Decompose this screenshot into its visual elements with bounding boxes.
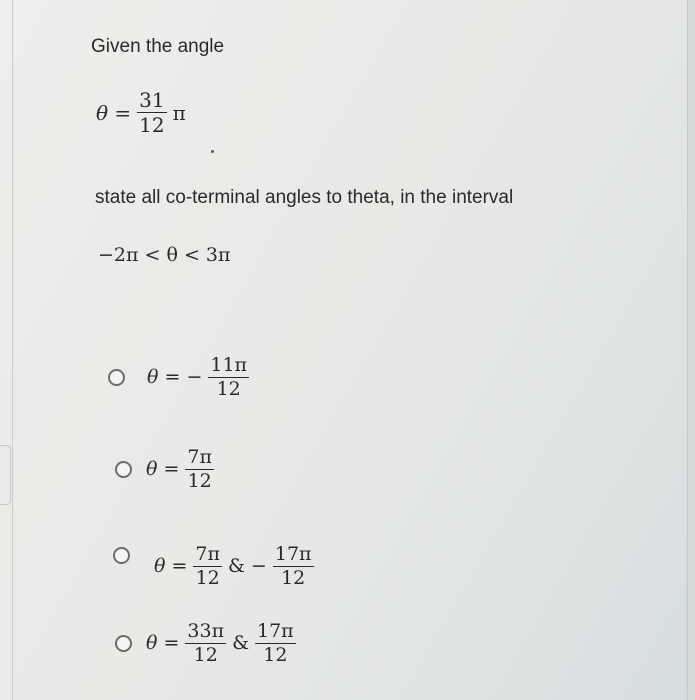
radio-button[interactable] <box>113 547 130 564</box>
scrollbar[interactable] <box>687 0 695 700</box>
left-border-line <box>12 0 13 700</box>
option-numerator: 17π <box>257 620 294 642</box>
option-numerator: 17π <box>274 543 312 565</box>
option-denominator: 12 <box>281 566 306 589</box>
answer-option-2[interactable] <box>115 447 214 492</box>
option-fraction-first <box>185 621 226 666</box>
question-instruction: state all co-terminal angles to theta, in the interval <box>95 187 514 208</box>
option-expression <box>146 621 296 666</box>
option-fraction-second <box>273 544 314 589</box>
option-joiner: & <box>232 632 249 655</box>
option-fraction <box>208 355 249 400</box>
option-expression <box>154 544 314 589</box>
answer-option-3[interactable] <box>113 534 314 589</box>
option-numerator: 7π <box>195 543 220 565</box>
given-angle-equation <box>96 89 186 136</box>
side-panel-handle[interactable] <box>0 445 11 505</box>
given-numerator: 31 <box>139 88 165 112</box>
option-denominator: 12 <box>193 643 218 666</box>
answer-option-4[interactable] <box>115 621 296 666</box>
option-denominator: 12 <box>216 377 241 400</box>
option-fraction-first <box>193 544 222 589</box>
given-lhs: θ = <box>96 100 132 125</box>
option-denominator: 12 <box>263 643 288 666</box>
option-numerator: 33π <box>187 620 225 642</box>
option-lhs: θ = <box>154 555 188 578</box>
option-expression <box>146 447 214 492</box>
option-denominator: 12 <box>187 469 212 492</box>
given-fraction <box>137 89 166 136</box>
option-numerator: 7π <box>187 446 212 468</box>
question-intro: Given the angle <box>91 36 225 57</box>
interval-expression: −2π < θ < 3π <box>98 244 231 266</box>
option-numerator: 11π <box>210 354 248 376</box>
option-joiner: & − <box>227 555 267 578</box>
option-fraction <box>185 447 214 492</box>
given-denominator: 12 <box>139 113 165 137</box>
option-expression <box>147 355 249 400</box>
given-pi: π <box>172 100 186 125</box>
option-lhs: θ = <box>146 632 180 655</box>
radio-button[interactable] <box>108 369 125 386</box>
answer-option-1[interactable] <box>108 355 249 400</box>
radio-button[interactable] <box>115 635 132 652</box>
decorative-dot <box>211 150 214 153</box>
option-fraction-second <box>255 621 296 666</box>
radio-button[interactable] <box>115 461 132 478</box>
option-lhs: θ = <box>146 458 180 481</box>
option-denominator: 12 <box>195 566 220 589</box>
option-lhs: θ = − <box>147 366 203 389</box>
